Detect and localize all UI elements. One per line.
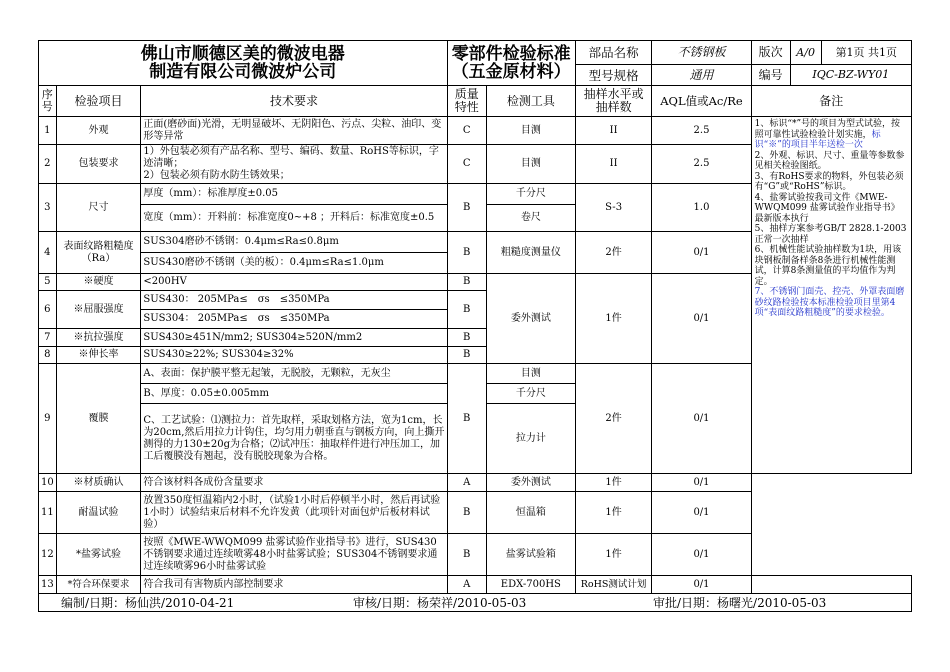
- row-aql: 0/1: [652, 576, 751, 594]
- signature-cell: [39, 594, 912, 612]
- row-item: 覆膜: [56, 364, 141, 474]
- row-sampling: S-3: [575, 184, 652, 232]
- version-label-text: 版次: [752, 41, 791, 64]
- row-number: 8: [39, 347, 57, 364]
- col-quality: 质量特性: [447, 86, 486, 117]
- code-label-text: 编号: [752, 65, 791, 85]
- row-tech: SUS430≥451N/mm2; SUS304≥520N/mm2: [141, 329, 447, 347]
- version-value-text: A/0: [791, 41, 822, 64]
- row-item: ※硬度: [56, 274, 141, 291]
- reviewed-by: 审核/日期：杨荣祥/2010-05-03: [353, 595, 527, 610]
- row-tech: C、工艺试验：⑴测拉力：首先取样，采取划格方法，宽为1cm，长为20cm,然后用拉力计钩住，均匀用力朝垂直与钢板方向，向上撕开测得的力130±20g为合格；⑵试冲压：抽取样件进行冲压加工，加工后覆膜没有翘起，没有脱胶现象为合格。: [141, 404, 447, 474]
- col-sampling: 抽样水平或抽样数: [575, 86, 652, 117]
- row-quality: B: [447, 492, 486, 534]
- row-tool: 目测: [486, 117, 575, 145]
- row-number: 6: [39, 291, 57, 329]
- note-1a: 1、标识“*”号的项目为型式试验，按照可靠性试验检验计划实施，: [754, 119, 901, 140]
- note-2: 2、外观、标识、尺寸、重量等参数参见相关检验图纸。: [754, 150, 905, 171]
- row-item: 耐温试验: [56, 492, 141, 534]
- col-tool: 检测工具: [486, 86, 575, 117]
- version-block: [751, 41, 911, 65]
- row-aql: 0/1: [652, 364, 751, 474]
- row-tool: 千分尺: [486, 184, 575, 205]
- table-row: [39, 474, 912, 492]
- code-value-text: IQC-BZ-WY01: [812, 68, 890, 81]
- note-4: 4、盐雾试验按我司文件《MWE-WWQM099 盐雾试验作业指导书》最新版本执行: [754, 192, 900, 224]
- prepared-by: 编制/日期：杨仙洪/2010-04-21: [61, 595, 235, 610]
- row-tool: 拉力计: [486, 404, 575, 474]
- row-sampling: 1件: [575, 492, 652, 534]
- company-text-1: 佛山市顺德区美的微波电器: [140, 44, 345, 64]
- row-item: 包装要求: [56, 145, 141, 184]
- row-aql: 0/1: [652, 474, 751, 492]
- row-tech: SUS304磨砂不锈钢：0.4μm≤Ra≤0.8μm: [141, 232, 447, 253]
- row-item: *符合环保要求: [56, 576, 141, 594]
- row-sampling: II: [575, 117, 652, 145]
- note-5: 5、抽样方案参考GB/T 2828.1-2003 正常一次抽样: [754, 224, 907, 245]
- note-1b: 标识“※”的项目半年送检一次: [754, 129, 881, 150]
- row-quality: B: [447, 184, 486, 232]
- row-quality: B: [447, 274, 486, 291]
- row-tech: [141, 145, 447, 184]
- row-number: 3: [39, 184, 57, 232]
- row-tech-line: 1）外包装必须有产品名称、型号、编码、数量、RoHS等标识，字迹清晰；: [143, 146, 439, 169]
- row-aql: 0/1: [652, 232, 751, 274]
- row-number: 10: [39, 474, 57, 492]
- row-tool: 目测: [486, 145, 575, 184]
- row-sampling: 1件: [575, 274, 652, 364]
- row-tech: SUS430磨砂不锈钢（美的板）：0.4μm≤Ra≤1.0μm: [141, 253, 447, 274]
- row-quality: B: [447, 534, 486, 576]
- approved-by: 审批/日期：杨曙光/2010-05-03: [653, 595, 827, 610]
- row-sampling: 1件: [575, 534, 652, 576]
- table-row: [39, 117, 912, 145]
- row-tool: 粗糙度测量仪: [486, 232, 575, 274]
- note-7: 7、不锈钢门面壳、控壳、外罩表面磨砂纹路检验按本标准检验项目里第4项“表面纹路粗糙度”的要求检验。: [754, 287, 905, 318]
- col-notes: 备注: [751, 86, 911, 117]
- notes-empty-cell: [751, 576, 911, 594]
- row-quality: B: [447, 329, 486, 347]
- row-quality: B: [447, 347, 486, 364]
- row-number: 4: [39, 232, 57, 274]
- company-block: [39, 41, 448, 86]
- row-quality: B: [447, 232, 486, 274]
- row-item: 外观: [56, 117, 141, 145]
- row-tool: EDX-700HS: [486, 576, 575, 594]
- table-row: [39, 534, 912, 576]
- row-tool: 目测: [486, 364, 575, 384]
- table-row: [39, 576, 912, 594]
- row-tech: SUS430： 205MPa≤ σs ≤350MPa: [141, 291, 447, 310]
- row-tech: A、表面：保护膜平整无起皱，无脱胶，无颗粒，无灰尘: [141, 364, 447, 384]
- note-3: 3、有RoHS要求的物料，外包装必须有“G”或“RoHS”标识。: [754, 171, 904, 192]
- row-quality: C: [447, 117, 486, 145]
- row-item: ※抗拉强度: [56, 329, 141, 347]
- row-sampling: II: [575, 145, 652, 184]
- note-6: 6、机械性能试验抽样数为1块，用该块钢板制备样条8条进行机械性能测试，计算8条测量值的平均值作为判定。: [754, 245, 902, 287]
- row-tech: 正面(磨砂面)光滑，无明显破坏、无阴阳色、污点、尖粒、油印、变形等异常: [141, 117, 447, 145]
- row-sampling: 1件: [575, 474, 652, 492]
- row-aql: 1.0: [652, 184, 751, 232]
- row-number: 7: [39, 329, 57, 347]
- row-tool: 卷尺: [486, 205, 575, 232]
- company-text-2: 制造有限公司微波炉公司: [149, 62, 337, 82]
- row-number: 11: [39, 492, 57, 534]
- row-aql: 0/1: [652, 274, 751, 364]
- row-quality: B: [447, 364, 486, 474]
- table-row: [39, 492, 912, 534]
- row-number: 1: [39, 117, 57, 145]
- row-tool: 千分尺: [486, 384, 575, 404]
- row-quality: A: [447, 474, 486, 492]
- row-tech: SUS430≥22%; SUS304≥32%: [141, 347, 447, 364]
- row-tech: <200HV: [141, 274, 447, 291]
- row-item: ※伸长率: [56, 347, 141, 364]
- row-item: 尺寸: [56, 184, 141, 232]
- row-aql: 2.5: [652, 117, 751, 145]
- col-seq: 序号: [39, 86, 57, 117]
- row-tool: 委外测试: [486, 274, 575, 364]
- model-spec-label-cell: 型号规格: [575, 65, 652, 86]
- title-text-2: （五金原材料）: [451, 62, 571, 82]
- row-quality: A: [447, 576, 486, 594]
- grid-table: [38, 40, 912, 612]
- row-number: 13: [39, 576, 57, 594]
- row-aql: 0/1: [652, 534, 751, 576]
- row-tech: 符合我司有害物质内部控制要求: [141, 576, 447, 594]
- part-name-value-cell: 不锈钢板: [652, 41, 751, 65]
- row-quality: B: [447, 291, 486, 329]
- row-tech-line: 2）包装必须有防水防生锈效果；: [143, 170, 290, 181]
- row-tech: SUS304： 205MPa≤ σs ≤350MPa: [141, 310, 447, 329]
- row-aql: 0/1: [652, 492, 751, 534]
- row-sampling: 2件: [575, 364, 652, 474]
- code-block: [751, 65, 911, 86]
- row-tech: 符合该材料各成份含量要求: [141, 474, 447, 492]
- row-tool: 委外测试: [486, 474, 575, 492]
- part-name-label-cell: 部品名称: [575, 41, 652, 65]
- row-tech: 宽度（mm）：开料前：标准宽度0~+8 ；开料后：标准宽度±0.5: [141, 205, 447, 232]
- row-number: 2: [39, 145, 57, 184]
- row-item: ※屈服强度: [56, 291, 141, 329]
- row-item: ※材质确认: [56, 474, 141, 492]
- row-tool: 恒温箱: [486, 492, 575, 534]
- row-item: 表面纹路粗糙度（Ra）: [56, 232, 141, 274]
- row-number: 5: [39, 274, 57, 291]
- notes-cell: [751, 117, 911, 474]
- row-aql: 2.5: [652, 145, 751, 184]
- page-info: 第1页 共1页: [835, 45, 898, 59]
- row-quality: C: [447, 145, 486, 184]
- row-tech: B、厚度：0.05±0.005mm: [141, 384, 447, 404]
- signature-row: [39, 594, 912, 612]
- row-sampling: RoHS测试计划: [575, 576, 652, 594]
- row-tech: 放置350度恒温箱内2小时，（试验1小时后停顿半小时，然后再试验1小时）试验结束后材料不允许发黄（此项针对面包炉后板材料试验）: [141, 492, 447, 534]
- row-tech: 按照《MWE-WWQM099 盐雾试验作业指导书》进行，SUS430不锈钢要求通过连续喷雾48小时盐雾试验；SUS304不锈钢要求通过连续喷雾96小时盐雾试验: [141, 534, 447, 576]
- title-text-1: 零部件检验标准: [451, 44, 571, 64]
- sheet-grid: [38, 40, 912, 612]
- row-tool: 盐雾试验箱: [486, 534, 575, 576]
- row-tech: 厚度（mm）：标准厚度±0.05: [141, 184, 447, 205]
- col-item: 检验项目: [56, 86, 141, 117]
- row-number: 12: [39, 534, 57, 576]
- title-block: [447, 41, 575, 86]
- row-sampling: 2件: [575, 232, 652, 274]
- model-spec-value-cell: 通用: [652, 65, 751, 86]
- row-number: 9: [39, 364, 57, 474]
- col-tech: 技术要求: [141, 86, 447, 117]
- col-aql: AQL值或Ac/Re: [652, 86, 751, 117]
- row-item: *盐雾试验: [56, 534, 141, 576]
